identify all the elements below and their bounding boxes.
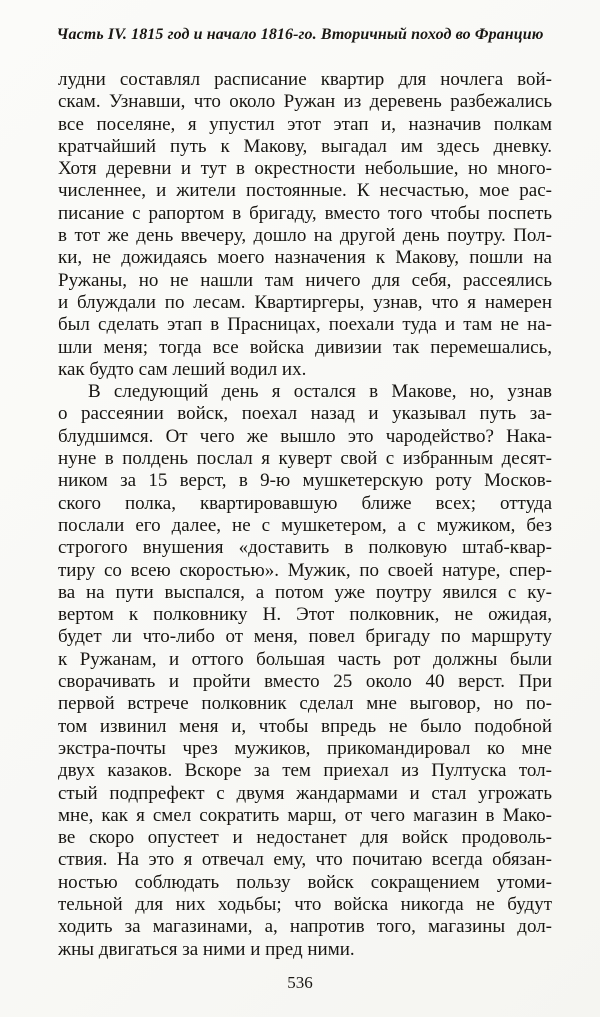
body-paragraph [58,69,552,381]
text-line: все поселяне, я упустил этот этап и, назначив полкам [58,113,552,135]
text-line: в тот же день ввечеру, дошло на другой день поутру. Пол- [58,225,552,247]
text-line: к Ружанам, и оттого большая часть рот должны были [58,648,552,670]
text-line: ником за 15 верст, в 9-ю мушкетерскую роту Москов- [58,470,552,492]
text-line: жны двигаться за ними и пред ними. [58,938,355,960]
text-line: стый подпрефект с двумя жандармами и стал угрожать [58,782,552,804]
text-line: о рассеянии войск, поехал назад и указывал путь за- [58,403,552,425]
text-line: первой встрече полковник сделал мне выговор, но по- [58,693,552,715]
text-line: Ружаны, но не нашли там ничего для себя, рассеялись [58,269,552,291]
text-line: был сделать этап в Прасницах, поехали туда и там не на- [58,314,552,336]
text-line: сворачивать и пройти вместо 25 около 40 верст. При [58,671,552,693]
text-line: вертом к полковнику Н. Этот полковник, не ожидая, [58,604,552,626]
text-line: тельной для них ходьбы; что войска никогда не будут [58,893,552,915]
text-line: скам. Узнавши, что около Ружан из деревень разбежались [58,91,552,113]
text-block [58,69,552,961]
text-line: писание с рапортом в бригаду, вместо того чтобы поспеть [58,202,552,224]
text-line: тиру со всею скоростью». Мужик, по своей натуре, спер- [58,559,552,581]
text-line: лудни составлял расписание квартир для ночлега вой- [58,69,552,90]
text-line: будет ли что-либо от меня, повел бригаду по маршруту [58,626,552,648]
text-line: численнее, и жители постоянные. К несчастью, мое рас- [58,180,552,202]
text-line: экстра-почты чрез мужиков, прикомандировал ко мне [58,737,552,759]
text-line: ва на пути выспался, а потом уже поутру явился с ку- [58,581,552,603]
text-line: ходить за магазинами, а, напротив того, магазины дол- [58,916,552,938]
text-line: том извинил меня и, чтобы впредь не было подобной [58,715,552,737]
text-line: как будто сам леший водил их. [58,358,307,380]
text-line: Хотя деревни и тут в окрестности небольшие, но много- [58,158,552,180]
text-line: ки, не дожидаясь моего назначения к Макову, пошли на [58,247,552,269]
page-number: 536 [287,973,313,992]
running-header: Часть IV. 1815 год и начало 1816-го. Вторичный поход во Францию [56,26,544,43]
text-line: нуне в полдень послал я куверт свой с избранным десят- [58,448,552,470]
text-line: В следующий день я остался в Макове, но, узнав [88,381,552,403]
text-line: кратчайший путь к Макову, выгадал им здесь дневку. [58,135,552,157]
text-line: ского полка, квартировавшую ближе всех; оттуда [58,492,552,514]
text-line: ностью соблюдать пользу войск сокращением утоми- [58,871,552,893]
text-line: послали его далее, не с мушкетером, а с мужиком, без [58,514,552,536]
text-line: двух казаков. Вскоре за тем приехал из Пултуска тол- [58,760,552,782]
text-line: и блуждали по лесам. Квартиргеры, узнав, что я намерен [58,291,552,313]
text-line: ве скоро опустеет и недостанет для войск продоволь- [58,827,552,849]
text-line: шли меня; тогда все войска дивизии так перемешались, [58,336,552,358]
text-line: строгого внушения «доставить в полковую штаб-квар- [58,537,552,559]
body-paragraph [58,381,552,961]
text-line: мне, как я смел сократить марш, от чего магазин в Мако- [58,804,552,826]
text-line: блудшимся. От чего же вышло это чародейство? Нака- [58,425,552,447]
text-line: ствия. На это я отвечал ему, что почитаю всегда обязан- [58,849,552,871]
